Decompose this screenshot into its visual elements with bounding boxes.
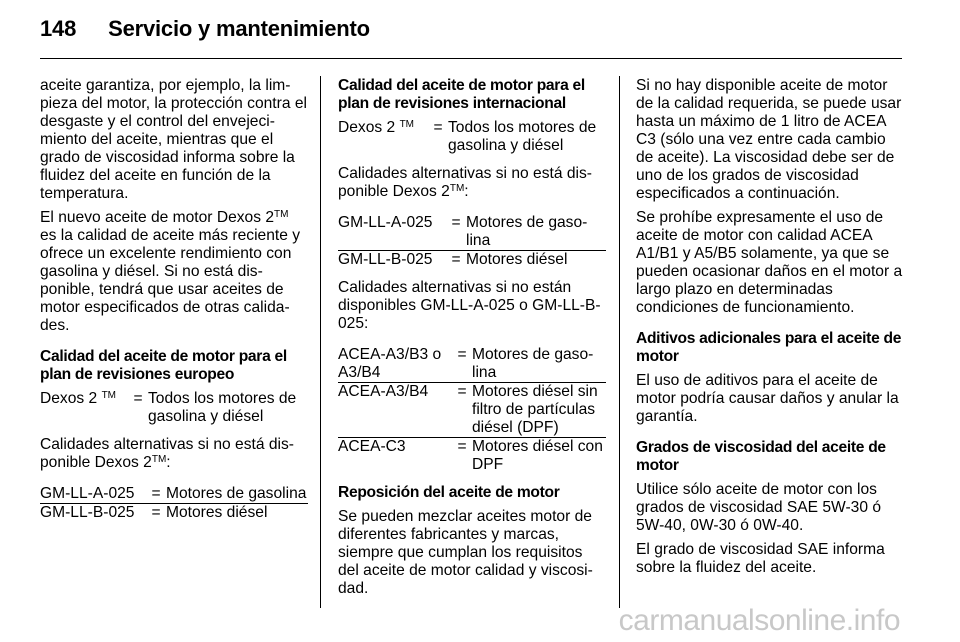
section-heading: Calidad del aceite de motor para el plan de revisiones europeo — [40, 348, 287, 383]
page-number: 148 — [40, 16, 77, 41]
column-divider-2 — [619, 76, 620, 608]
paragraph: El uso de aditivos para el aceite de motor podría causar daños y anular la garantía. — [636, 372, 899, 425]
section-heading: Reposición del aceite de motor — [338, 484, 560, 501]
watermark: carmanualsonline.info — [618, 604, 900, 637]
paragraph: Calidades alternativas si no están disponibles GM-LL-A-025 o GM-LL-B-025: — [338, 279, 601, 332]
column-1 — [40, 77, 308, 532]
paragraph: Calidades alternativas si no está disponible Dexos 2™: — [338, 165, 592, 200]
spec-table — [338, 346, 606, 474]
table-row: GM-LL-B-025 = Motores diésel — [338, 251, 606, 270]
column-divider-1 — [320, 76, 321, 608]
paragraph: Utilice sólo aceite de motor con los grados de viscosidad SAE 5W-30 ó 5W-40, 0W-30 ó 0W-40. — [636, 481, 882, 534]
section-heading: Calidad del aceite de motor para el plan de revisiones internacional — [338, 77, 585, 112]
table-row: GM-LL-B-025 = Motores diésel — [40, 504, 308, 523]
table-row: ACEA-A3/B3 o A3/B4 = Motores de gasolina — [338, 346, 594, 381]
table-row: Dexos 2 ™ = Todos los motores de gasolina y diésel — [40, 390, 297, 425]
column-3 — [636, 77, 904, 583]
spec-table — [40, 390, 308, 426]
table-row: GM-LL-A-025 = Motores de gasolina — [40, 485, 307, 502]
paragraph: Si no hay disponible aceite de motor de la calidad requerida, se puede usar hasta un máximo de 1 litro de ACEA C3 (sólo una vez entre cada cambio de aceite). La viscosidad debe ser de uno de los grados de viscosidad especificados a continuación. — [636, 77, 902, 202]
header-rule — [40, 58, 902, 59]
paragraph: El nuevo aceite de motor Dexos 2™ es la calidad de aceite más reciente y ofrece un excelente rendimiento con gasolina y diésel. Si no está disponible, tendrá que usar aceites de motor especificados de otras calidades. — [40, 209, 301, 334]
paragraph: Se prohíbe expresamente el uso de aceite de motor con calidad ACEA A1/B1 y A5/B5 solamente, ya que se pueden ocasionar daños en el motor a largo plazo en determinadas condiciones de funcionamiento. — [636, 209, 903, 316]
paragraph: aceite garantiza, por ejemplo, la limpieza del motor, la protección contra el desgaste y el control del envejecimiento del aceite, mientras que el grado de viscosidad informa sobre la fluidez del aceite en función de la temperatura. — [40, 77, 307, 202]
section-heading: Grados de viscosidad del aceite de motor — [636, 439, 886, 474]
paragraph: Se pueden mezclar aceites motor de diferentes fabricantes y marcas, siempre que cumplan los requisitos del aceite de motor calidad y viscosidad. — [338, 508, 593, 597]
paragraph: El grado de viscosidad SAE informa sobre la fluidez del aceite. — [636, 541, 885, 576]
table-row: Dexos 2 ™ = Todos los motores de gasolina y diésel — [338, 119, 597, 154]
table-row: ACEA-C3 = Motores diésel con DPF — [338, 438, 606, 475]
page-header — [40, 16, 370, 42]
spec-table — [338, 119, 606, 155]
spec-table — [338, 214, 606, 269]
page-title: Servicio y mantenimiento — [108, 16, 370, 41]
paragraph: Calidades alternativas si no está disponible Dexos 2™: — [40, 436, 294, 471]
column-2 — [338, 77, 606, 604]
spec-table — [40, 485, 308, 522]
table-row: ACEA-A3/B4 = Motores diésel sin filtro de partículas diésel (DPF) — [338, 383, 606, 438]
section-heading: Aditivos adicionales para el aceite de motor — [636, 330, 902, 365]
table-row: GM-LL-A-025 = Motores de gasolina — [338, 214, 588, 249]
